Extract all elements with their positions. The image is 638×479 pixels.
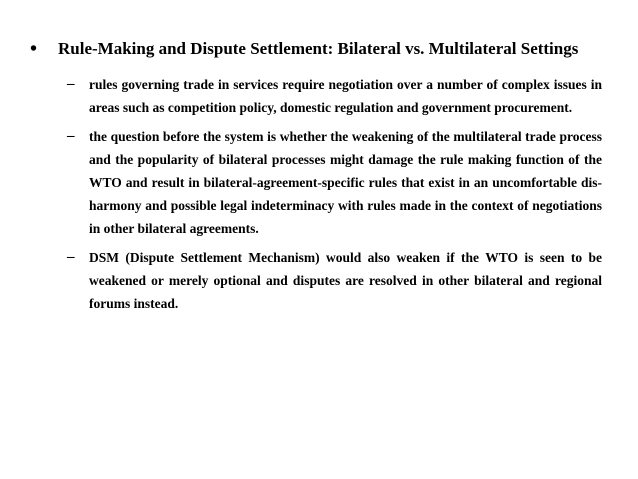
sub-point-2 — [67, 125, 602, 240]
sub-point-1 — [67, 73, 602, 119]
sub-point-text: the question before the system is whether the weakening of the multilateral trade process and the popularity of bilateral processes might damage the rule making function of the WTO and result in bilateral-agreement-specific rules that exist in an uncomfortable dis-harmony and possible legal indeterminacy with rules made in the context of negotiations in other bilateral agreements. — [89, 129, 602, 236]
sub-point-text: rules governing trade in services require negotiation over a number of complex issues in areas such as competition policy, domestic regulation and government procurement. — [89, 77, 602, 115]
slide-heading: Rule-Making and Dispute Settlement: Bilateral vs. Multilateral Settings — [58, 39, 579, 58]
dash-icon: – — [67, 249, 75, 265]
bullet-icon: • — [30, 38, 38, 60]
dash-icon: – — [67, 76, 75, 92]
main-bullet — [30, 38, 615, 60]
sub-point-text: DSM (Dispute Settlement Mechanism) would also weaken if the WTO is seen to be weakened or merely optional and disputes are resolved in other bilateral and regional forums instead. — [89, 250, 602, 311]
dash-icon: – — [67, 128, 75, 144]
sub-point-3 — [67, 246, 602, 315]
sub-point-list — [67, 73, 602, 321]
